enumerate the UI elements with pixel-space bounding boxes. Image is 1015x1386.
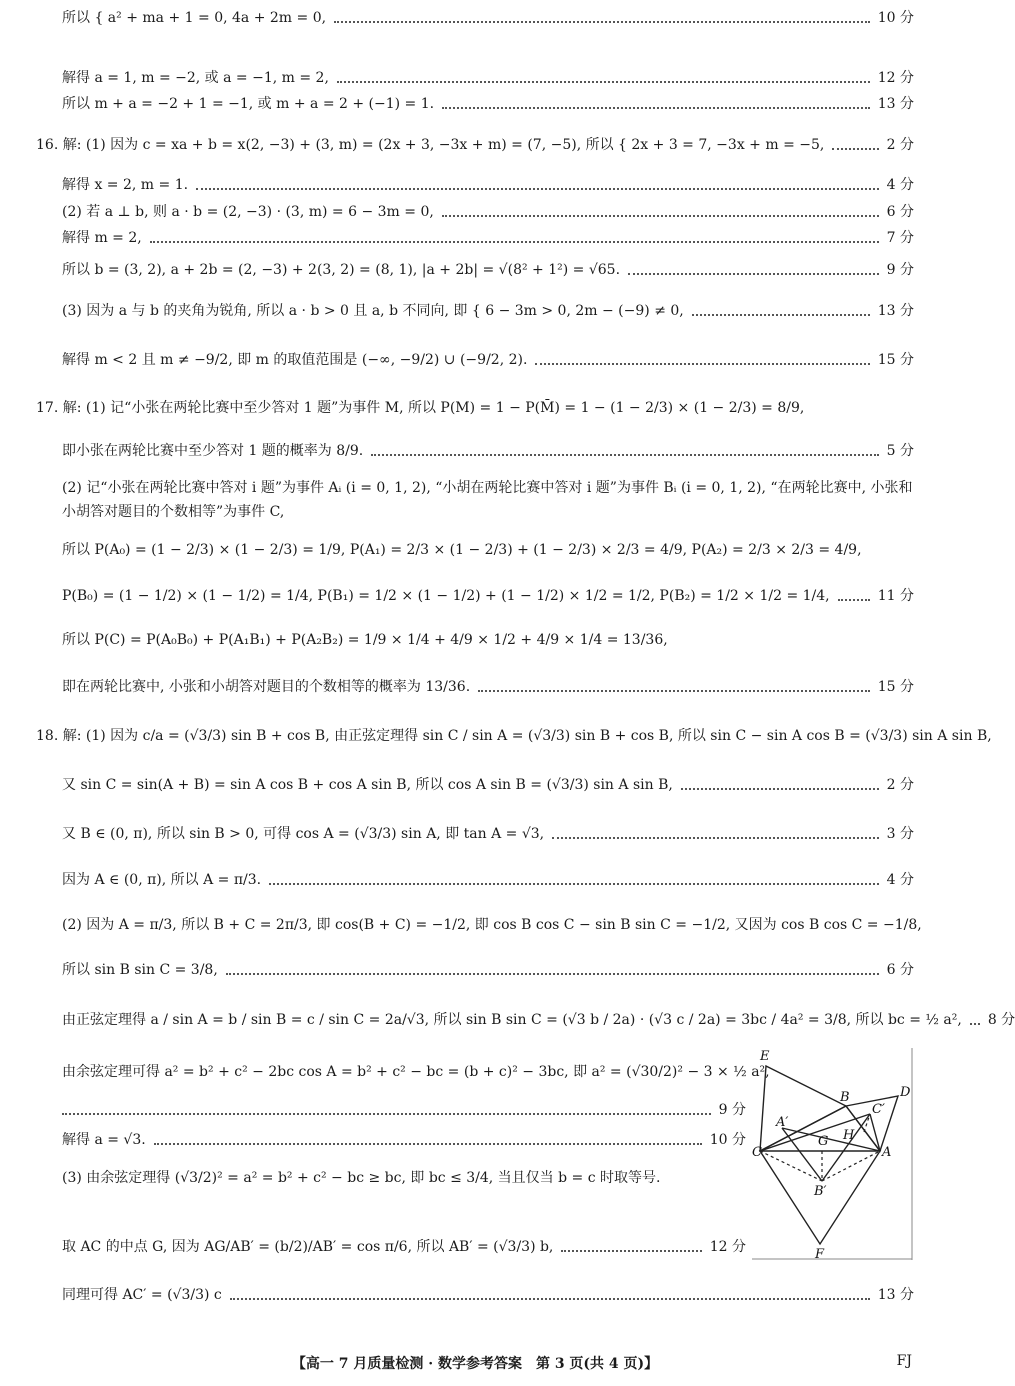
label-A: A bbox=[882, 1145, 892, 1160]
q16-line: 解得 x = 2, m = 1. 4 分 bbox=[62, 177, 914, 193]
label-C: C bbox=[752, 1145, 762, 1160]
q18-line: 18. 解: (1) 因为 c/a = (√3/3) sin B + cos B, 由正弦定理得 sin C / sin A = (√3/3) sin B + cos B, 所以 sin C − sin A cos B = (√3/3) sin A sin B, bbox=[36, 728, 992, 744]
label-F: F bbox=[815, 1247, 825, 1262]
q16-line: 16. 解: (1) 因为 c = xa + b = x(2, −3) + (3, m) = (2x + 3, −3x + m) = (7, −5), 所以 { 2x + 3 = 7, −3x + m = −5, 2 分 bbox=[36, 137, 914, 153]
q18-line: 取 AC 的中点 G, 因为 AG/AB′ = (b/2)/AB′ = cos π/6, 所以 AB′ = (√3/3) b, 12 分 bbox=[62, 1239, 746, 1255]
q16-line: 解得 m < 2 且 m ≠ −9/2, 即 m 的取值范围是 (−∞, −9/2) ∪ (−9/2, 2). 15 分 bbox=[62, 352, 914, 368]
score: 13 分 bbox=[877, 96, 914, 112]
q18-line: 9 分 bbox=[62, 1100, 746, 1120]
q16-line: (3) 因为 a 与 b 的夹角为锐角, 所以 a · b > 0 且 a, b 不同向, 即 { 6 − 3m > 0, 2m − (−9) ≠ 0, 13 分 bbox=[62, 303, 914, 319]
triangle-EBC bbox=[760, 1066, 846, 1151]
label-H: H bbox=[843, 1128, 855, 1143]
label-A-prime: A′ bbox=[776, 1115, 789, 1130]
q17-line: 17. 解: (1) 记“小张在两轮比赛中至少答对 1 题”为事件 M, 所以 P(M) = 1 − P(M̄) = 1 − (1 − 2/3) × (1 − 2/3) = 8/9, bbox=[36, 400, 805, 416]
segment-B'A bbox=[822, 1151, 880, 1181]
q16-line: 解得 m = 2, 7 分 bbox=[62, 230, 914, 246]
q17-line: 即在两轮比赛中, 小张和小胡答对题目的个数相等的概率为 13/36. 15 分 bbox=[62, 679, 914, 695]
label-B: B bbox=[840, 1090, 850, 1105]
q17-paragraph: (2) 记“小张在两轮比赛中答对 i 题”为事件 Aᵢ (i = 0, 1, 2), “小胡在两轮比赛中答对 i 题”为事件 Bᵢ (i = 0, 1, 2), “在两轮比赛中, 小张和小胡答对题目的个数相等”为事件 C, bbox=[62, 480, 913, 520]
label-G: G bbox=[818, 1134, 829, 1149]
score: 10 分 bbox=[877, 10, 914, 26]
q17-line: 所以 P(A₀) = (1 − 2/3) × (1 − 2/3) = 1/9, P(A₁) = 2/3 × (1 − 2/3) + (1 − 2/3) × 2/3 = 4/9, P(A₂) = 2/3 × 2/3 = 4/9, bbox=[62, 542, 862, 558]
q18-line: 又 sin C = sin(A + B) = sin A cos B + cos A sin B, 所以 cos A sin B = (√3/3) sin A sin B, 2 分 bbox=[62, 777, 914, 793]
q16-line: 所以 b = (3, 2), a + 2b = (2, −3) + 2(3, 2) = (8, 1), |a + 2b| = √(8² + 1²) = √65. 9 分 bbox=[62, 262, 914, 278]
q18-line: 解得 a = √3. 10 分 bbox=[62, 1132, 746, 1148]
q18-line: 由余弦定理可得 a² = b² + c² − 2bc cos A = b² + c² − bc = (b + c)² − 3bc, 即 a² = (√30/2)² − 3 × ½ a², bbox=[62, 1064, 770, 1080]
score: 12 分 bbox=[877, 70, 914, 86]
q16-line: (2) 若 a ⊥ b, 则 a · b = (2, −3) · (3, m) = 6 − 3m = 0, 6 分 bbox=[62, 204, 914, 220]
q18-line: 又 B ∈ (0, π), 所以 sin B > 0, 可得 cos A = (√3/3) sin A, 即 tan A = √3, 3 分 bbox=[62, 826, 914, 842]
q17-line: 即小张在两轮比赛中至少答对 1 题的概率为 8/9. 5 分 bbox=[62, 443, 914, 459]
label-D: D bbox=[900, 1085, 911, 1100]
answer-line: 所以 m + a = −2 + 1 = −1, 或 m + a = 2 + (−1) = 1. 13 分 bbox=[62, 96, 914, 112]
footer-code: FJ bbox=[896, 1353, 912, 1369]
q18-line: 所以 sin B sin C = 3/8, 6 分 bbox=[62, 962, 914, 978]
geometry-figure bbox=[752, 1048, 918, 1260]
page-footer: 【高一 7 月质量检测 · 数学参考答案 第 3 页(共 4 页)】 bbox=[291, 1356, 659, 1372]
segment-BC bbox=[760, 1106, 846, 1151]
answer-line: 解得 a = 1, m = −2, 或 a = −1, m = 2, 12 分 bbox=[62, 70, 914, 86]
q18-line: (3) 由余弦定理得 (√3/2)² = a² = b² + c² − bc ≥ bc, 即 bc ≤ 3/4, 当且仅当 b = c 时取等号. bbox=[62, 1170, 661, 1186]
label-E: E bbox=[760, 1049, 770, 1064]
answer-line: 所以 { a² + ma + 1 = 0, 4a + 2m = 0, 10 分 bbox=[62, 10, 914, 26]
q18-line: 同理可得 AC′ = (√3/3) c 13 分 bbox=[62, 1287, 914, 1303]
q17-line: 所以 P(C) = P(A₀B₀) + P(A₁B₁) + P(A₂B₂) = 1/9 × 1/4 + 4/9 × 1/2 + 4/9 × 1/4 = 13/36, bbox=[62, 632, 668, 648]
q18-line: (2) 因为 A = π/3, 所以 B + C = 2π/3, 即 cos(B + C) = −1/2, 即 cos B cos C − sin B sin C = −1/2, 又因为 cos B cos C = −1/8, bbox=[62, 917, 922, 933]
q17-line: P(B₀) = (1 − 1/2) × (1 − 1/2) = 1/4, P(B₁) = 1/2 × (1 − 1/2) + (1 − 1/2) × 1/2 = 1/2, P(B₂) = 1/2 × 1/2 = 1/4, 11 分 bbox=[62, 588, 914, 604]
segment-HC' bbox=[864, 1114, 870, 1132]
q18-line: 因为 A ∈ (0, π), 所以 A = π/3. 4 分 bbox=[62, 872, 914, 888]
q18-line: 由正弦定理得 a / sin A = b / sin B = c / sin C = 2a/√3, 所以 sin B sin C = (√3 b / 2a) · (√3 c / 2a) = 3bc / 4a² = 3/8, 所以 bc = ½ a², 8 分 bbox=[62, 1012, 1015, 1028]
label-B-prime: B′ bbox=[814, 1184, 827, 1199]
label-C-prime: C′ bbox=[872, 1102, 885, 1117]
